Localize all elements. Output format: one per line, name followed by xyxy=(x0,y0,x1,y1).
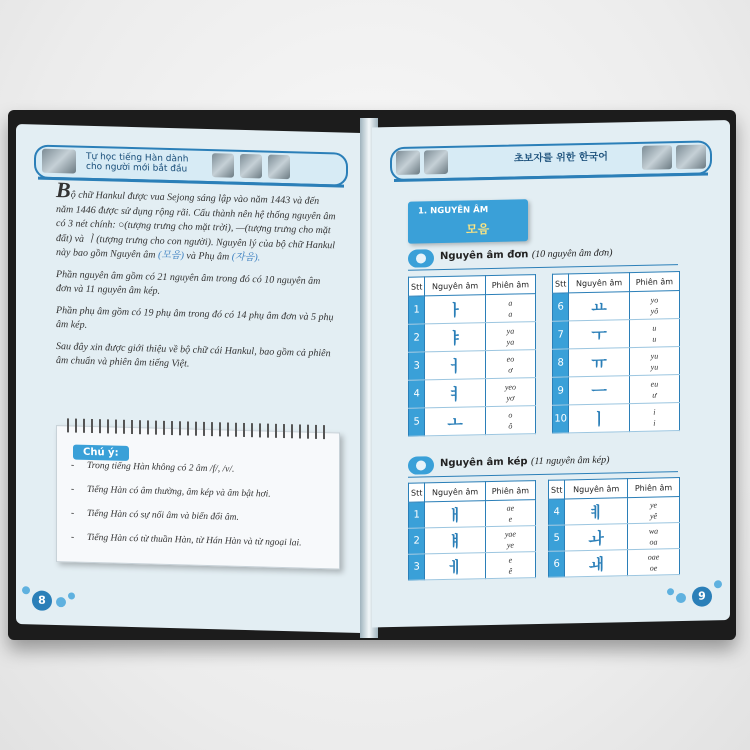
spiral-binding xyxy=(67,418,329,439)
romanization: ya xyxy=(506,326,515,336)
column-stt: Stt xyxy=(553,274,569,293)
romanization: ae xyxy=(506,503,515,513)
romanization: a xyxy=(508,298,513,308)
page-number-right: 9 xyxy=(692,586,712,606)
korean-vowel: ㅒ xyxy=(425,527,485,554)
phonetic-cell xyxy=(629,319,679,348)
table-row xyxy=(553,347,680,378)
romanization: yae xyxy=(504,528,516,539)
dropcap: B xyxy=(56,177,71,203)
header-photo xyxy=(676,145,706,170)
right-page xyxy=(372,120,730,627)
korean-vowel: ㅜ xyxy=(569,320,629,349)
phonetic-cell xyxy=(629,347,679,376)
phonetic-cell xyxy=(629,291,679,320)
column-phonetic: Phiên âm xyxy=(628,478,680,498)
paragraph-consonants: Phần phụ âm gồm có 19 phụ âm trong đó có 14 phụ âm đơn và 5 phụ âm kép. xyxy=(56,304,334,331)
vietnamese-phonetic: yơ xyxy=(506,393,515,403)
left-body-text xyxy=(56,177,338,383)
vietnamese-phonetic: u xyxy=(652,334,657,344)
romanization: eu xyxy=(650,379,659,389)
compound-vowels-table-right xyxy=(548,477,680,578)
note-title: Chú ý: xyxy=(73,444,129,460)
row-number: 1 xyxy=(409,502,425,528)
column-stt: Stt xyxy=(549,480,565,499)
table-row xyxy=(409,526,536,555)
phonetic-cell xyxy=(485,350,535,379)
romanization: o xyxy=(508,410,513,420)
romanization: i xyxy=(653,407,656,417)
phonetic-cell xyxy=(485,378,535,407)
table-row xyxy=(549,549,680,578)
vietnamese-phonetic: yu xyxy=(650,362,659,372)
vietnamese-phonetic: ye xyxy=(506,540,514,550)
paragraph-intro xyxy=(56,177,338,268)
row-number: 3 xyxy=(409,352,425,380)
column-vowel: Nguyên âm xyxy=(569,273,629,293)
compound-vowels-heading xyxy=(408,453,678,478)
consonant-korean: (자음). xyxy=(231,251,261,264)
section-title: 1. NGUYÊN ÂM xyxy=(418,205,489,217)
row-number: 2 xyxy=(409,528,425,554)
vietnamese-phonetic: ô xyxy=(508,421,513,431)
table-row xyxy=(409,322,536,353)
header-photo xyxy=(396,150,420,175)
vietnamese-phonetic: oe xyxy=(649,563,658,573)
header-figures-image xyxy=(240,154,262,179)
romanization: ye xyxy=(649,500,658,510)
table-row xyxy=(409,406,536,437)
section-korean: 모음 xyxy=(466,222,490,237)
phonetic-cell xyxy=(628,523,680,550)
note-item: - Tiếng Hàn có sự nối âm và biến đổi âm. xyxy=(63,508,333,525)
compound-vowels-count: (11 nguyên âm kép) xyxy=(531,454,610,468)
row-number: 3 xyxy=(409,554,425,580)
row-number: 7 xyxy=(553,321,569,349)
romanization: eo xyxy=(506,354,515,364)
header-photo xyxy=(424,150,448,175)
phonetic-cell xyxy=(628,497,680,524)
romanization: u xyxy=(652,323,657,333)
romanization: yeo xyxy=(504,381,516,392)
vowel-korean: (모음) xyxy=(157,249,184,262)
vietnamese-phonetic: ơ xyxy=(508,365,513,375)
phonetic-cell xyxy=(485,526,535,553)
paragraph-intro-and: và Phụ âm xyxy=(183,250,232,263)
table-row xyxy=(409,378,536,409)
phonetic-cell xyxy=(485,406,535,435)
vietnamese-phonetic: e xyxy=(508,514,513,524)
romanization: yu xyxy=(650,351,659,361)
row-number: 4 xyxy=(549,499,565,525)
korean-vowel: ㅖ xyxy=(565,498,628,525)
romanization: yo xyxy=(650,295,659,305)
phonetic-cell xyxy=(485,294,535,323)
row-number: 5 xyxy=(549,525,565,551)
korean-vowel: ㅘ xyxy=(565,524,628,551)
vietnamese-phonetic: oa xyxy=(649,537,658,547)
header-figures-image xyxy=(212,153,234,178)
korean-vowel: ㅑ xyxy=(425,323,485,352)
vietnamese-phonetic: ya xyxy=(506,337,515,347)
phonetic-cell xyxy=(629,403,679,432)
simple-vowels-table-right xyxy=(552,271,680,434)
column-phonetic: Phiên âm xyxy=(629,272,679,292)
korean-vowel: ㅓ xyxy=(425,351,485,380)
row-number: 4 xyxy=(409,380,425,408)
phonetic-cell xyxy=(629,375,679,404)
header-photo xyxy=(42,149,76,174)
note-card xyxy=(56,425,340,569)
korean-vowel: ㅠ xyxy=(569,348,629,377)
korean-vowel: ㅛ xyxy=(569,292,629,321)
simple-vowels-table-left xyxy=(408,274,536,437)
paragraph-vowels: Phần nguyên âm gồm có 21 nguyên âm trong đó có 10 nguyên âm đơn và 11 nguyên âm kép. xyxy=(56,268,321,297)
section-title-box xyxy=(408,199,528,244)
korean-vowel: ㅙ xyxy=(565,550,628,577)
column-phonetic: Phiên âm xyxy=(485,275,535,295)
header-photo xyxy=(642,145,672,170)
vietnamese-phonetic: ê xyxy=(508,566,513,576)
vietnamese-phonetic: yê xyxy=(649,511,658,521)
simple-vowels-label: Nguyên âm đơn xyxy=(440,249,529,263)
table-row xyxy=(409,350,536,381)
speech-bubble-icon xyxy=(408,249,434,268)
korean-vowel: ㅣ xyxy=(569,404,629,433)
note-item: - Tiếng Hàn có âm thường, âm kép và âm bật hơi. xyxy=(63,484,333,501)
table-row xyxy=(549,497,680,526)
note-list xyxy=(63,460,333,563)
column-phonetic: Phiên âm xyxy=(485,481,535,501)
korean-vowel: ㅡ xyxy=(569,376,629,405)
column-vowel: Nguyên âm xyxy=(565,479,628,499)
left-page xyxy=(16,124,366,633)
table-row xyxy=(549,523,680,552)
korean-vowel: ㅕ xyxy=(425,379,485,408)
simple-vowels-count: (10 nguyên âm đơn) xyxy=(531,247,613,261)
table-row xyxy=(409,294,536,325)
row-number: 9 xyxy=(553,377,569,405)
table-row xyxy=(553,319,680,350)
page-number-left: 8 xyxy=(32,590,52,611)
compound-vowels-label: Nguyên âm kép xyxy=(440,456,528,470)
phonetic-cell xyxy=(628,549,680,576)
vietnamese-phonetic: a xyxy=(508,309,513,319)
romanization: e xyxy=(508,555,513,565)
phonetic-cell xyxy=(485,552,535,579)
speech-bubble-icon xyxy=(408,456,434,475)
paragraph-intro-text: ộ chữ Hankul được vua Sejong sáng lập vào năm 1443 và đến năm 1446 được sử dụng rộng rãi. Cấu thành nên hệ thống nguyên âm có 3 nét chính: ○(tượng trưng cho mặt trời), —(tượng trưng cho mặt đất) và ㅣ(tượng trưng cho con người). Nguyên lý của bộ chữ Hankul này bao gồm Nguyên âm xyxy=(56,189,336,261)
romanization: wa xyxy=(648,526,659,536)
paragraph-outro: Sau đây xin được giới thiệu về bộ chữ cái Hankul, bao gồm cả phiên âm chuẩn và phiên âm tiếng Việt. xyxy=(56,340,331,370)
vietnamese-phonetic: yô xyxy=(650,306,659,316)
right-header-title: 초보자를 위한 한국어 xyxy=(514,151,608,165)
romanization: oae xyxy=(647,551,660,562)
korean-vowel: ㅏ xyxy=(425,295,485,324)
table-row xyxy=(553,291,680,322)
korean-vowel: ㅐ xyxy=(425,501,485,528)
simple-vowels-heading xyxy=(408,246,678,271)
header-figures-image xyxy=(268,155,290,180)
left-header-title: Tự học tiếng Hàn dành cho người mới bắt đầu xyxy=(86,151,189,175)
note-item: - Trong tiếng Hàn không có 2 âm /f/, /v/. xyxy=(63,460,333,477)
korean-vowel: ㅗ xyxy=(425,407,485,436)
note-item: - Tiếng Hàn có từ thuần Hàn, từ Hán Hàn và từ ngoại lai. xyxy=(63,532,333,549)
table-row xyxy=(553,403,680,434)
row-number: 6 xyxy=(553,293,569,321)
phonetic-cell xyxy=(485,322,535,351)
row-number: 10 xyxy=(553,405,569,433)
row-number: 2 xyxy=(409,324,425,352)
row-number: 6 xyxy=(549,551,565,577)
compound-vowels-table-left xyxy=(408,480,536,581)
phonetic-cell xyxy=(485,500,535,527)
column-vowel: Nguyên âm xyxy=(425,482,485,502)
table-row xyxy=(409,500,536,529)
vietnamese-phonetic: ư xyxy=(652,390,657,400)
vietnamese-phonetic: i xyxy=(653,418,656,428)
column-stt: Stt xyxy=(409,483,425,502)
row-number: 5 xyxy=(409,408,425,436)
column-vowel: Nguyên âm xyxy=(425,276,485,296)
row-number: 8 xyxy=(553,349,569,377)
column-stt: Stt xyxy=(409,277,425,296)
korean-vowel: ㅔ xyxy=(425,553,485,580)
table-row xyxy=(553,375,680,406)
row-number: 1 xyxy=(409,296,425,324)
table-row xyxy=(409,552,536,581)
